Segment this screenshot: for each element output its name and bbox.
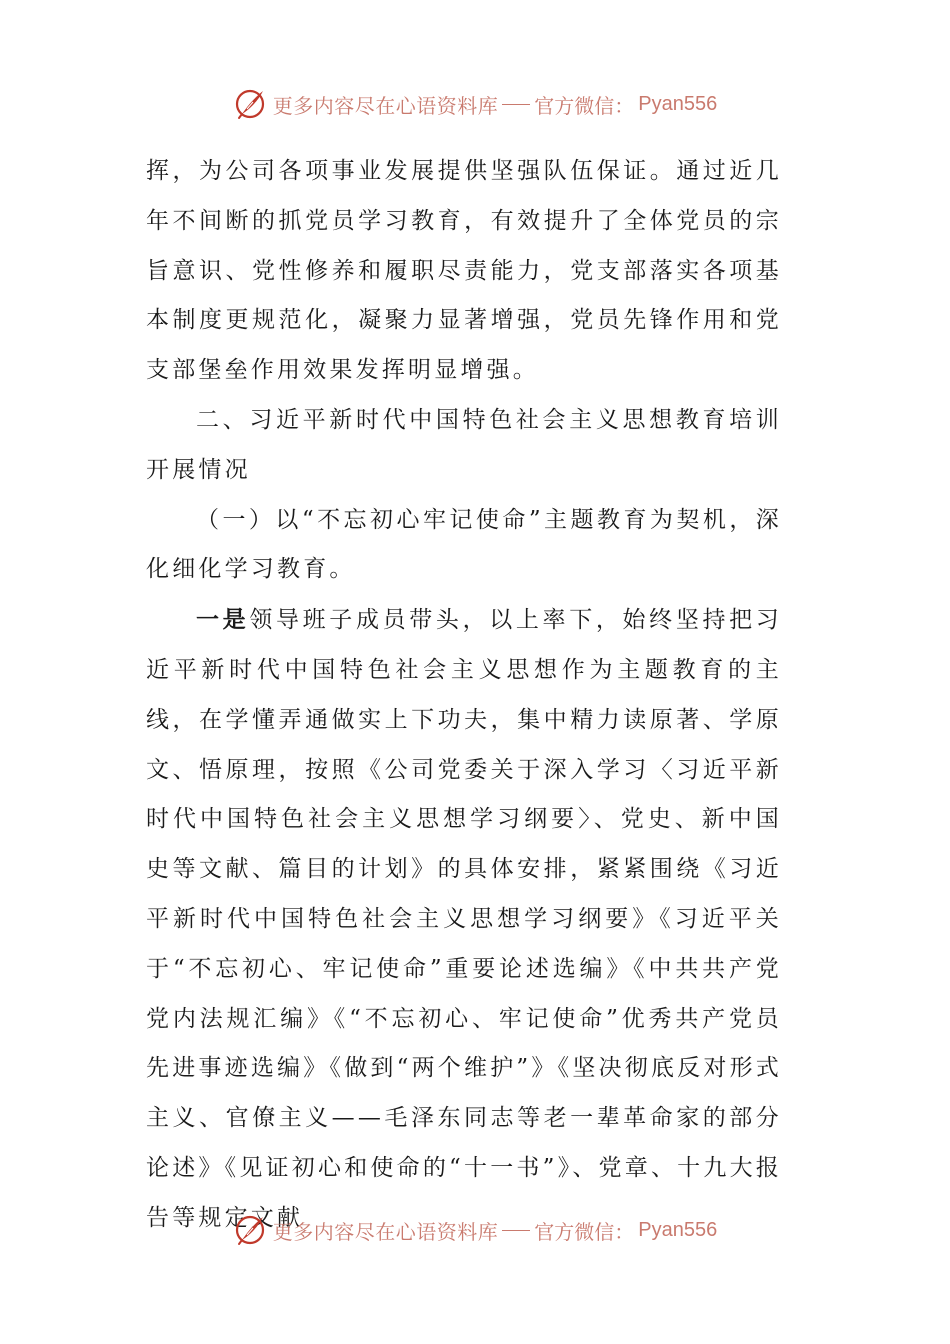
header-watermark-banner — [0, 84, 950, 124]
watermark-text: 更多内容尽在心语资料库 — [272, 93, 499, 118]
watermark-label: 官方微信： — [534, 1219, 635, 1244]
watermark-handle: Pyan556 — [638, 1218, 718, 1241]
watermark-divider — [502, 104, 530, 105]
watermark-handle: Pyan556 — [638, 92, 718, 115]
document-body — [146, 147, 782, 1244]
paragraph-body-text: 领导班子成员带头，以上率下，始终坚持把习近平新时代中国特色社会主义思想作为主题教育的主线，在学懂弄通做实上下功夫，集中精力读原著、学原文、悟原理，按照《公司党委关于深入学习〈习近平新时代中国特色社会主义思想学习纲要〉、党史、新中国史等文献、篇目的计划》的具体安排，紧紧围绕《习近平新时代中国特色社会主义思想学习纲要》《习近平关于“不忘初心、牢记使命”重要论述选编》《中共共产党党内法规汇编》《“不忘初心、牢记使命”优秀共产党员先进事迹选编》《做到“两个维护”》《坚决彻底反对形式主义、官僚主义——毛泽东同志等老一辈革命家的部分论述》《见证初心和使命的“十一书”》、党章、十九大报告等规定文献 — [146, 607, 783, 1231]
paragraph-lead-bold: 一是 — [196, 606, 250, 634]
section-heading: 二、习近平新时代中国特色社会主义思想教育培训开展情况 — [146, 406, 782, 483]
watermark-label: 官方微信： — [534, 93, 635, 118]
feather-pen-logo-icon — [233, 87, 267, 121]
footer-watermark-banner — [0, 1210, 950, 1250]
paragraph-first-point — [146, 595, 782, 1243]
feather-pen-logo-icon — [233, 1213, 267, 1247]
paragraph-continuation: 挥，为公司各项事业发展提供坚强队伍保证。通过近几年不间断的抓党员学习教育，有效提升了全体党员的宗旨意识、党性修养和履职尽责能力，党支部落实各项基本制度更规范化，凝聚力显著增强，党员先锋作用和党支部堡垒作用效果发挥明显增强。 — [146, 158, 782, 384]
watermark-divider — [502, 1230, 530, 1231]
subsection-heading: （一）以“不忘初心牢记使命”主题教育为契机，深化细化学习教育。 — [146, 506, 782, 583]
watermark-text: 更多内容尽在心语资料库 — [272, 1219, 499, 1244]
